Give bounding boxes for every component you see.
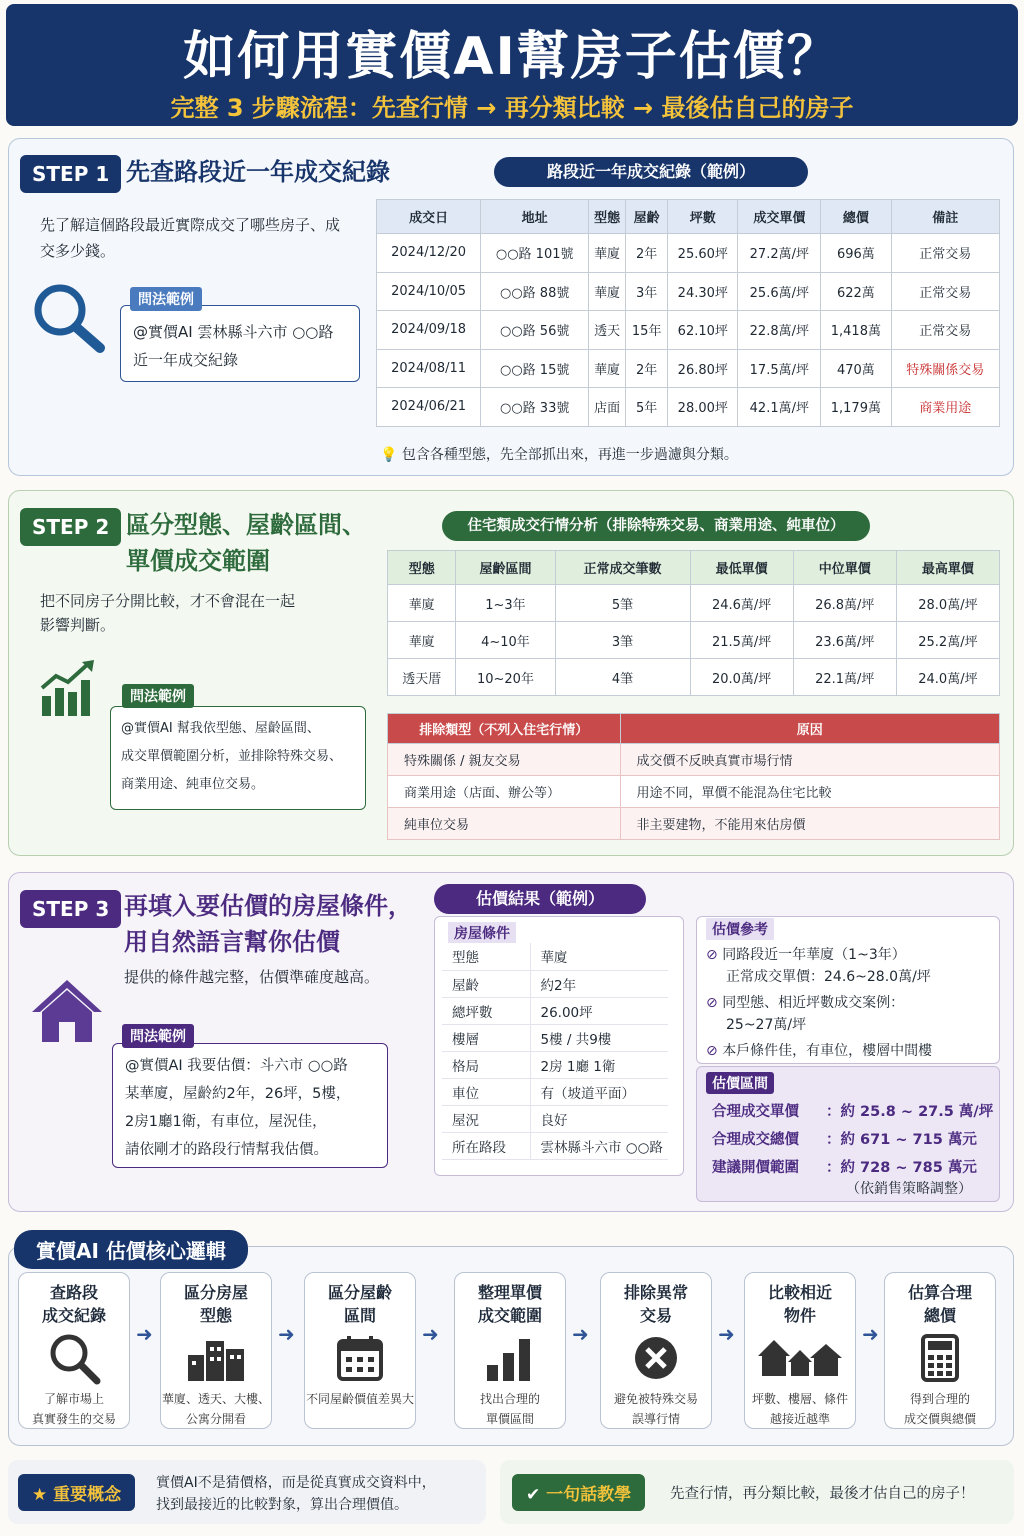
ref-line: 同型態、相近坪數成交案例： [722,995,905,1011]
page-title: 如何用實價AI幫房子估價？ [183,27,841,87]
card-icon-wrap [601,1327,711,1389]
condition-row [442,1051,668,1078]
table-cell: 華廈 [388,585,456,622]
concept-label-text: 重要概念 [53,1485,122,1505]
query-line: @實價AI 我要估價：斗六市 ○○路 [125,1058,348,1074]
table-row [377,234,1000,273]
check-circle-icon: ⊘ [706,995,718,1011]
table-cell: ○○路 33號 [481,388,589,427]
concept-text [156,1472,436,1516]
buildings-icon [184,1333,248,1383]
lightbulb-icon: 💡 [380,447,398,463]
table-cell: 27.2萬/坪 [738,234,821,273]
table-cell: 696萬 [821,234,891,273]
teach-label [512,1474,645,1511]
table-cell: 26.80坪 [668,349,738,388]
table-cell: 3筆 [555,622,690,659]
card-footer: 真實發生的交易 [31,1412,116,1426]
card-footer: 坪數、樓層、條件 [751,1392,848,1406]
condition-label: 屋齡 [442,970,530,997]
card-footer: 華廈、透天、大樓、 [161,1392,270,1406]
condition-row [442,997,668,1024]
table-cell: 非主要建物，不能用來估房價 [620,808,999,840]
analysis-table [387,550,1000,696]
page-subtitle: 完整 3 步驟流程：先查行情 → 再分類比較 → 最後估自己的房子 [170,94,854,122]
column-header: 備註 [891,200,1000,234]
table-cell: 2024/12/20 [377,234,481,273]
table-cell: 4筆 [555,659,690,696]
card-heading: 整理單價 [477,1283,542,1302]
exclusion-table [387,713,1000,840]
range-value: ：約 728 ~ 785 萬元 [826,1160,977,1176]
query-line: 某華廈，屋齡約2年，26坪，5樓， [125,1086,351,1102]
teach-text: 先查行情，再分類比較，最後才估自己的房子！ [670,1486,975,1502]
step1-table-title: 路段近一年成交紀錄（範例） [494,157,808,187]
table-cell: 商業用途（店面、辦公等） [388,776,621,808]
table-cell: 17.5萬/坪 [738,349,821,388]
table-row [377,349,1000,388]
table-cell: 商業用途 [891,388,1000,427]
check-circle-icon: ⊘ [706,947,718,963]
step1-query-tag: 問法範例 [130,287,202,311]
conditions-tag: 房屋條件 [448,922,516,944]
growth-chart-icon [38,658,98,718]
card-footer: 單價區間 [485,1412,534,1426]
table-cell: 15年 [626,311,668,350]
range-value: ：約 671 ~ 715 萬元 [826,1132,977,1148]
step1-query-box [120,305,360,382]
step3-query-box [112,1043,388,1168]
table-row [388,585,1000,622]
table-cell: ○○路 15號 [481,349,589,388]
step3-badge: STEP 3 [20,890,121,928]
query-line: @實價AI 幫我依型態、屋齡區間、 [121,721,320,736]
table-cell: 2年 [626,349,668,388]
table-cell: 1,179萬 [821,388,891,427]
column-header: 排除類型（不列入住宅行情） [388,714,621,744]
table-cell: 特殊關係交易 [891,349,1000,388]
table-cell: ○○路 101號 [481,234,589,273]
table-cell: 26.8萬/坪 [793,585,896,622]
close-circle-icon [631,1333,681,1383]
step3-desc: 提供的條件越完整，估價準確度越高。 [124,968,380,986]
header-banner [6,4,1018,126]
condition-value: 26.00坪 [530,997,668,1024]
table-cell: 25.6萬/坪 [738,272,821,311]
column-header: 屋齡區間 [456,551,555,585]
check-circle-icon: ⊘ [706,1043,718,1059]
table-cell: 特殊關係 / 親友交易 [388,744,621,776]
search-icon [47,1331,101,1385]
table-cell: 1~3年 [456,585,555,622]
logic-card [884,1272,996,1429]
card-heading: 成交範圍 [477,1306,542,1325]
table-row [388,808,1000,840]
table-cell: 42.1萬/坪 [738,388,821,427]
condition-label: 屋況 [442,1105,530,1132]
table-cell: 21.5萬/坪 [690,622,793,659]
table-cell: 28.0萬/坪 [896,585,999,622]
table-cell: 正常交易 [891,272,1000,311]
column-header: 屋齡 [626,200,668,234]
table-row [388,659,1000,696]
condition-label: 車位 [442,1078,530,1105]
card-heading: 物件 [783,1306,816,1325]
logic-card [304,1272,416,1429]
card-footer: 成交價與總價 [903,1412,976,1426]
card-heading: 區間 [343,1306,376,1325]
condition-value: 良好 [530,1105,668,1132]
calendar-icon [335,1333,385,1383]
step3-query-tag: 問法範例 [122,1024,194,1048]
query-line: 商業用途、純車位交易。 [121,777,265,792]
card-icon-wrap [885,1327,995,1389]
logic-card [744,1272,856,1429]
table-cell: 用途不同，單價不能混為住宅比較 [620,776,999,808]
table-cell: 23.6萬/坪 [793,622,896,659]
card-footer: 得到合理的 [909,1392,970,1406]
table-cell: 透天厝 [388,659,456,696]
table-cell: 純車位交易 [388,808,621,840]
column-header: 坪數 [668,200,738,234]
bar-chart-icon [483,1333,537,1383]
condition-label: 格局 [442,1051,530,1078]
card-heading: 比較相近 [767,1283,832,1302]
query-line: 請依剛才的路段行情幫我估價。 [125,1142,328,1158]
ref-line: 本戶條件佳，有車位，樓層中間樓 [722,1043,933,1059]
condition-label: 總坪數 [442,997,530,1024]
card-footer: 越接近越準 [769,1412,830,1426]
condition-row [442,1132,668,1159]
search-icon [30,282,106,354]
condition-value: 5樓 / 共9樓 [530,1024,668,1051]
concept-line: 實價AI不是猜價格，而是從真實成交資料中， [156,1475,436,1491]
column-header: 最低單價 [690,551,793,585]
step2-desc-1: 把不同房子分開比較，才不會混在一起 [40,592,296,610]
table-cell: 5筆 [555,585,690,622]
step3-title-2: 用自然語言幫你估價 [124,928,340,956]
table-cell: 華廈 [589,349,626,388]
query-line: 成交單價範圍分析，並排除特殊交易、 [121,749,343,764]
step1-note [380,444,738,464]
table-cell: 20.0萬/坪 [690,659,793,696]
condition-value: 雲林縣斗六市 ○○路 [530,1132,668,1159]
card-heading: 查路段 [49,1283,98,1302]
step3-title-1: 再填入要估價的房屋條件， [124,892,412,920]
column-header: 型態 [589,200,626,234]
range-label: 建議開價範圍 [712,1160,799,1176]
table-row [377,272,1000,311]
table-cell: 正常交易 [891,311,1000,350]
step1-desc: 先了解這個路段最近實際成交了哪些房子、成交多少錢。 [40,216,341,260]
table-row [388,744,1000,776]
range-value: ：約 25.8 ~ 27.5 萬/坪 [826,1104,994,1120]
table-cell: ○○路 56號 [481,311,589,350]
step2-badge: STEP 2 [20,508,121,546]
logic-card [600,1272,712,1429]
card-icon-wrap [19,1327,129,1389]
column-header: 中位單價 [793,551,896,585]
arrow-right-icon: ➜ [136,1322,153,1346]
table-cell: 24.6萬/坪 [690,585,793,622]
condition-label: 所在路段 [442,1132,530,1159]
card-footer: 公寓分開看 [185,1412,246,1426]
transactions-table [376,199,1000,427]
card-icon-wrap [745,1327,855,1389]
column-header: 原因 [620,714,999,744]
logic-card [160,1272,272,1429]
card-heading: 排除異常 [623,1283,688,1302]
ref-line: 正常成交單價：24.6~28.0萬/坪 [726,969,931,985]
range-label: 合理成交單價 [712,1104,799,1120]
concept-label [18,1474,135,1511]
table-cell: 4~10年 [456,622,555,659]
card-footer: 誤導行情 [631,1412,680,1426]
query-line: 2房1廳1衛，有車位，屋況佳， [125,1114,327,1130]
step1-title: 先查路段近一年成交紀錄 [126,158,390,186]
check-icon: ✔ [526,1485,541,1505]
condition-row [442,943,668,970]
table-cell: 2024/08/11 [377,349,481,388]
table-cell: 25.2萬/坪 [896,622,999,659]
arrow-right-icon: ➜ [718,1322,735,1346]
step2-table-title: 住宅類成交行情分析（排除特殊交易、商業用途、純車位） [442,511,870,541]
column-header: 正常成交筆數 [555,551,690,585]
range-label: 合理成交總價 [712,1132,799,1148]
column-header: 總價 [821,200,891,234]
table-cell: 正常交易 [891,234,1000,273]
range-note: （依銷售策略調整） [846,1181,972,1197]
logic-card [18,1272,130,1429]
card-footer: 了解市場上 [43,1392,104,1406]
reference-tag: 估價參考 [706,918,774,940]
reference-list [706,944,932,1062]
table-cell: 華廈 [589,234,626,273]
houses-icon [756,1336,844,1380]
note-text: 包含各種型態，先全部抓出來，再進一步過濾與分類。 [401,447,738,463]
card-heading: 區分房屋 [183,1283,248,1302]
column-header: 型態 [388,551,456,585]
step2-desc-2: 影響判斷。 [40,616,116,634]
step2-title-1: 區分型態、屋齡區間、 [126,511,366,539]
table-cell: 470萬 [821,349,891,388]
condition-row [442,1078,668,1105]
calculator-icon [917,1333,963,1383]
arrow-right-icon: ➜ [572,1322,589,1346]
card-heading: 交易 [639,1306,672,1325]
card-heading: 估算合理 [907,1283,972,1302]
range-list [712,1098,993,1182]
table-row [377,388,1000,427]
condition-row [442,1024,668,1051]
step2-query-box [110,706,366,810]
ref-line: 同路段近一年華廈（1~3年） [722,947,906,963]
table-row [377,311,1000,350]
column-header: 成交單價 [738,200,821,234]
arrow-right-icon: ➜ [278,1322,295,1346]
table-cell: 28.00坪 [668,388,738,427]
column-header: 地址 [481,200,589,234]
table-cell: 店面 [589,388,626,427]
table-cell: 62.10坪 [668,311,738,350]
table-cell: 透天 [589,311,626,350]
table-cell: ○○路 88號 [481,272,589,311]
arrow-right-icon: ➜ [422,1322,439,1346]
card-icon-wrap [161,1327,271,1389]
query-line: @實價AI 雲林縣斗六市 ○○路 [133,323,334,341]
table-cell: 成交價不反映真實市場行情 [620,744,999,776]
condition-row [442,1105,668,1132]
step1-badge: STEP 1 [20,155,121,193]
ref-line: 25~27萬/坪 [726,1017,807,1033]
table-cell: 1,418萬 [821,311,891,350]
core-title: 實價AI 估價核心邏輯 [14,1230,248,1269]
table-cell: 2年 [626,234,668,273]
column-header: 最高單價 [896,551,999,585]
range-row [712,1126,993,1154]
condition-value: 約2年 [530,970,668,997]
condition-value: 華廈 [530,943,668,970]
range-tag: 估價區間 [706,1072,774,1094]
table-cell: 2024/06/21 [377,388,481,427]
table-cell: 622萬 [821,272,891,311]
condition-value: 2房 1廳 1衛 [530,1051,668,1078]
table-cell: 25.60坪 [668,234,738,273]
logic-card [454,1272,566,1429]
card-heading: 區分屋齡 [327,1283,392,1302]
card-footer: 不同屋齡價值差異大 [305,1392,414,1406]
star-icon: ★ [32,1485,48,1505]
table-cell: 22.8萬/坪 [738,311,821,350]
table-cell: 5年 [626,388,668,427]
condition-label: 樓層 [442,1024,530,1051]
card-heading: 成交紀錄 [41,1306,106,1325]
card-icon-wrap [305,1327,415,1389]
house-icon [30,978,104,1044]
table-cell: 24.30坪 [668,272,738,311]
card-heading: 總價 [923,1306,956,1325]
condition-row [442,970,668,997]
query-line: 近一年成交紀錄 [133,351,239,369]
card-heading: 型態 [199,1306,232,1325]
table-cell: 22.1萬/坪 [793,659,896,696]
table-cell: 華廈 [589,272,626,311]
conditions-table [442,943,668,1160]
table-cell: 華廈 [388,622,456,659]
table-cell: 2024/10/05 [377,272,481,311]
table-row [388,776,1000,808]
table-cell: 2024/09/18 [377,311,481,350]
table-cell: 10~20年 [456,659,555,696]
table-row [388,622,1000,659]
table-cell: 3年 [626,272,668,311]
table-cell: 24.0萬/坪 [896,659,999,696]
concept-line: 找到最接近的比較對象，算出合理價值。 [156,1497,408,1513]
result-title: 估價結果（範例） [434,884,646,914]
step2-query-tag: 問法範例 [122,684,194,708]
condition-value: 有（坡道平面） [530,1078,668,1105]
card-footer: 避免被特殊交易 [613,1392,698,1406]
teach-label-text: 一句話教學 [546,1485,632,1505]
condition-label: 型態 [442,943,530,970]
step2-title-2: 單價成交範圍 [126,547,270,575]
card-footer: 找出合理的 [479,1392,540,1406]
card-icon-wrap [455,1327,565,1389]
arrow-right-icon: ➜ [862,1322,879,1346]
range-row [712,1098,993,1126]
column-header: 成交日 [377,200,481,234]
